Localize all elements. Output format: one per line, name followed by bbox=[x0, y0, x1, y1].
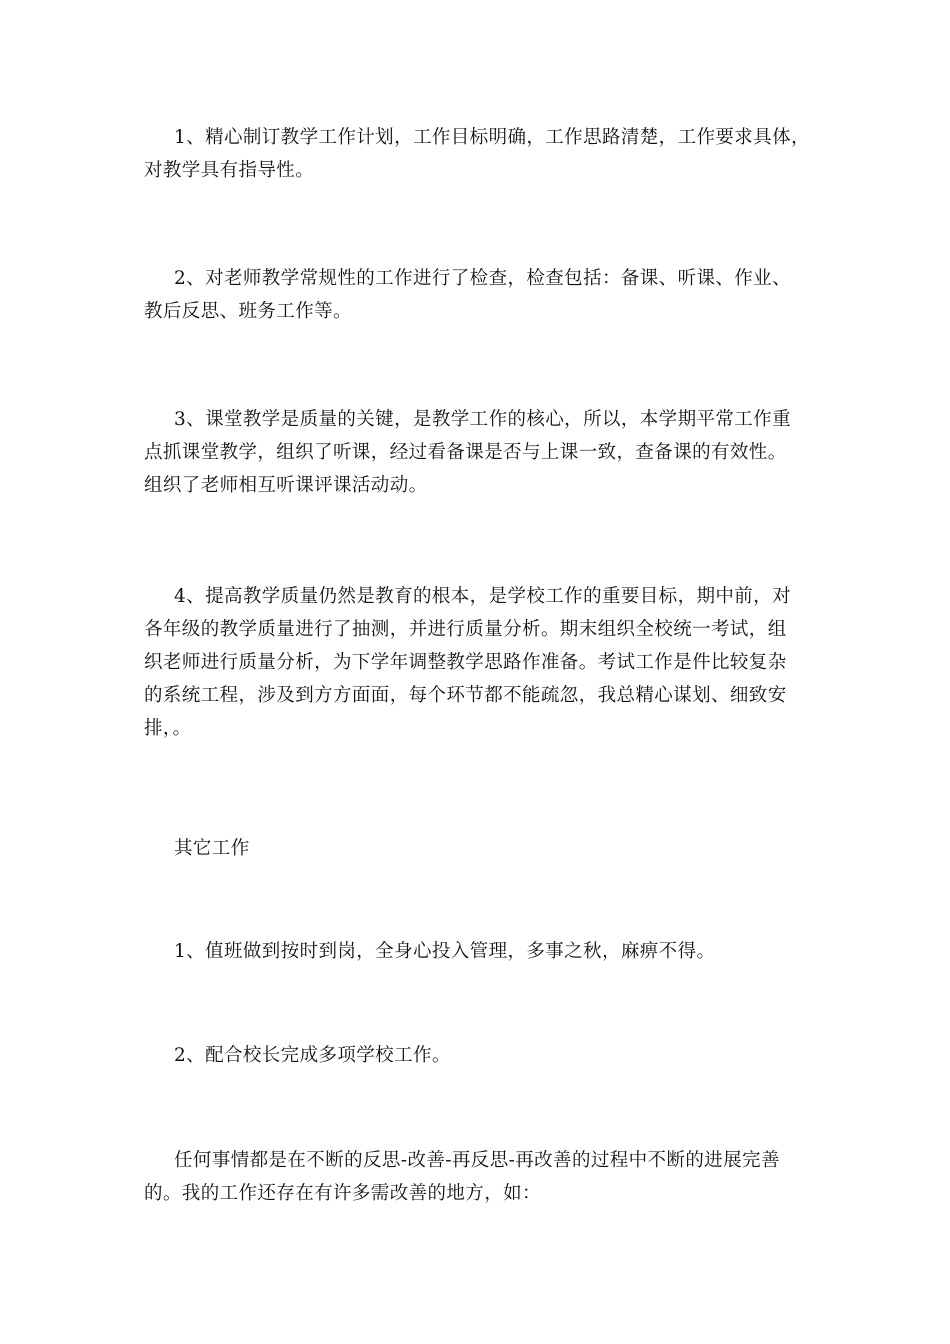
paragraph-line: 1、精心制订教学工作计划，工作目标明确，工作思路清楚，工作要求具体， bbox=[174, 127, 810, 148]
paragraph-reflection bbox=[144, 1144, 806, 1210]
paragraph-line: 4、提高教学质量仍然是教育的根本，是学校工作的重要目标，期中前，对 bbox=[174, 586, 791, 607]
paragraph-line: 1、值班做到按时到岗，全身心投入管理，多事之秋，麻痹不得。 bbox=[174, 941, 716, 962]
paragraph-line: 任何事情都是在不断的反思-改善-再反思-再改善的过程中不断的进展完善 bbox=[174, 1150, 780, 1171]
paragraph-line: 各年级的教学质量进行了抽测，并进行质量分析。期末组织全校统一考试，组 bbox=[144, 619, 787, 640]
paragraph-plan bbox=[144, 121, 810, 187]
paragraph-line: 教后反思、班务工作等。 bbox=[144, 301, 352, 322]
paragraph-line: 2、配合校长完成多项学校工作。 bbox=[174, 1045, 451, 1066]
paragraph-line: 点抓课堂教学，组织了听课，经过看备课是否与上课一致，查备课的有效性。 bbox=[144, 442, 787, 463]
paragraph-line: 3、课堂教学是质量的关键，是教学工作的核心，所以，本学期平常工作重 bbox=[174, 409, 791, 430]
paragraph-line: 织老师进行质量分析，为下学年调整教学思路作准备。考试工作是件比较复杂 bbox=[144, 652, 787, 673]
paragraph-line: 的系统工程，涉及到方方面面，每个环节都不能疏忽，我总精心谋划、细致安 bbox=[144, 685, 787, 706]
paragraph-classroom-teaching bbox=[144, 403, 806, 502]
paragraph-inspection bbox=[144, 262, 806, 328]
paragraph-line: 组织了老师相互听课评课活动动。 bbox=[144, 475, 428, 496]
paragraph-line: 排，。 bbox=[144, 718, 192, 739]
paragraph-line: 对教学具有指导性。 bbox=[144, 160, 315, 181]
paragraph-line: 2、对老师教学常规性的工作进行了检查，检查包括：备课、听课、作业、 bbox=[174, 268, 791, 289]
section-heading-other-work bbox=[144, 832, 806, 865]
heading-line: 其它工作 bbox=[174, 838, 250, 859]
paragraph-assist-principal bbox=[144, 1039, 806, 1072]
paragraph-duty bbox=[144, 935, 806, 968]
paragraph-line: 的。我的工作还存在有许多需改善的地方，如： bbox=[144, 1183, 541, 1204]
paragraph-teaching-quality bbox=[144, 580, 806, 745]
